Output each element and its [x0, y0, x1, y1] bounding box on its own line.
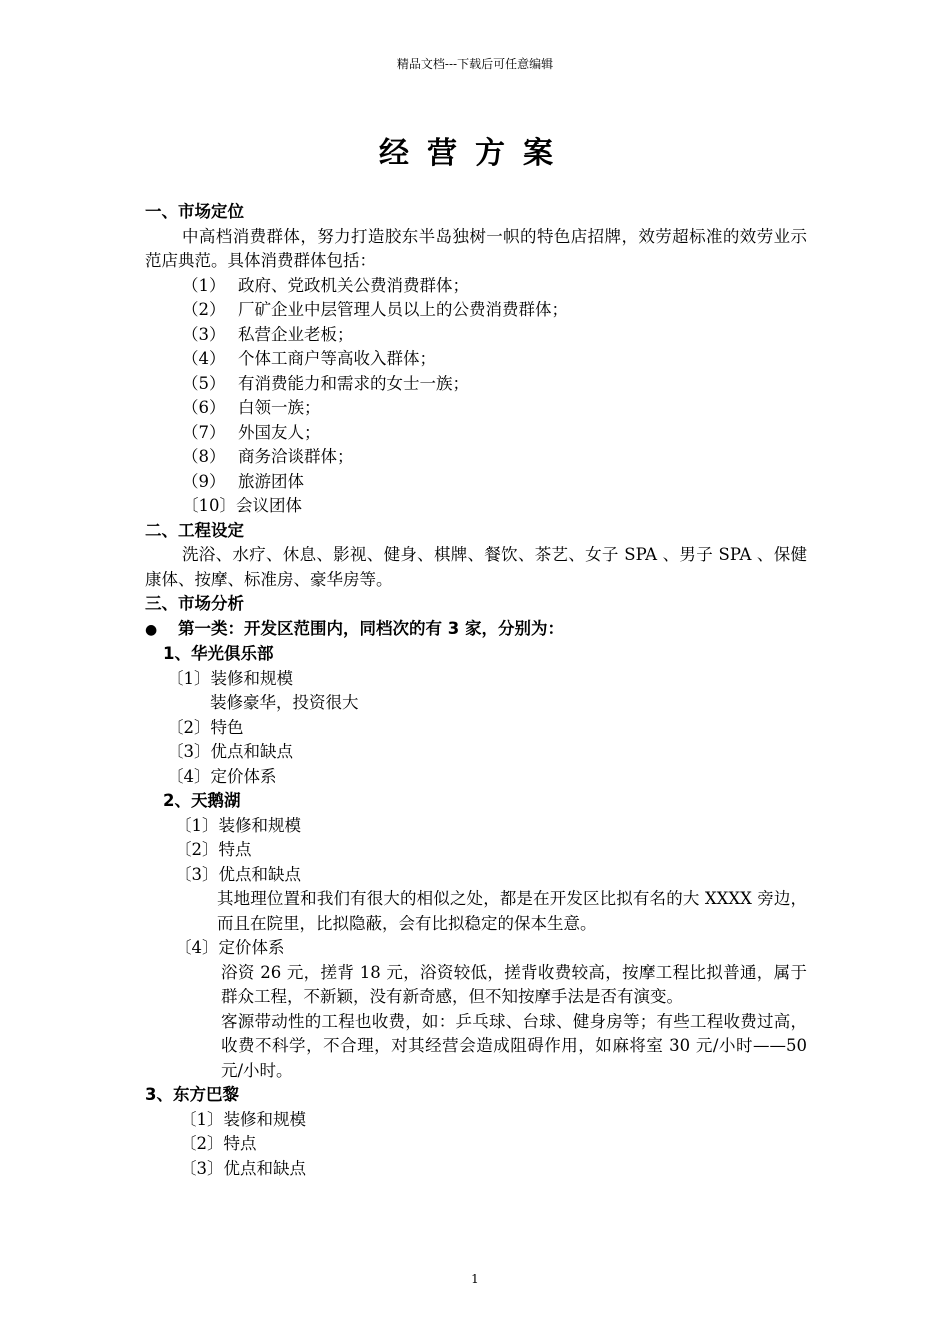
document-body	[145, 200, 807, 1181]
club3-item2: 〔2〕特点	[180, 1134, 257, 1153]
club2-name: 2、天鹅湖	[163, 791, 241, 810]
list-item-10: 〔10〕会议团体	[182, 496, 302, 515]
club2-item4-text1: 浴资 26 元，搓背 18 元，浴资较低，搓背收费较高，按摩工程比拟普通，属于群众工程，不新颖，没有新奇感，但不知按摩手法是否有演变。	[221, 962, 807, 1006]
bullet-paragraph: ● 第一类：开发区范围内，同档次的有 3 家，分别为：	[145, 617, 807, 643]
page-number: 1	[471, 1272, 479, 1286]
list-item: （1） 政府、党政机关公费消费群体；	[182, 275, 469, 295]
page-header: 精品文档---下载后可任意编辑	[396, 57, 554, 71]
club1-item2: 〔2〕特色	[167, 717, 244, 737]
club2-item4: 〔4〕定价体系	[175, 938, 285, 957]
club3-item3: 〔3〕优点和缺点	[180, 1158, 306, 1178]
club2-item2: 〔2〕特点	[175, 840, 252, 859]
customer-group-list	[145, 274, 807, 495]
list-item: （7） 外国友人；	[182, 422, 321, 442]
section2-heading: 二、工程设定	[145, 520, 244, 540]
section1-intro: 中高档消费群体，努力打造胶东半岛独树一帜的特色店招牌，效劳超标准的效劳业示范店典范。具体消费群体包括：	[145, 226, 807, 270]
bullet-icon: ●	[145, 621, 158, 638]
club1-item4: 〔4〕定价体系	[167, 766, 277, 786]
list-item: （6） 白领一族；	[182, 398, 321, 417]
club1-item3: 〔3〕优点和缺点	[167, 742, 293, 761]
list-item: （8） 商务洽谈群体；	[182, 447, 354, 466]
list-item: （3） 私营企业老板；	[182, 324, 354, 344]
list-item: （5） 有消费能力和需求的女士一族；	[182, 373, 469, 393]
club3-item1: 〔1〕装修和规模	[180, 1109, 306, 1129]
list-item: （4） 个体工商户等高收入群体；	[182, 349, 436, 368]
list-item: （2） 厂矿企业中层管理人员以上的公费消费群体；	[182, 300, 568, 319]
section1-heading: 一、市场定位	[145, 202, 244, 221]
club1-name: 1、华光俱乐部	[163, 644, 274, 663]
club2-item3-text: 其地理位置和我们有很大的相似之处，都是在开发区比拟有名的大 XXXX 旁边，而且在院里，比拟隐蔽，会有比拟稳定的保本生意。	[217, 889, 807, 933]
club2-item1: 〔1〕装修和规模	[175, 815, 301, 835]
club3-name: 3、东方巴黎	[145, 1085, 239, 1104]
club1-item1-text: 装修豪华，投资很大	[210, 693, 359, 712]
section2-text: 洗浴、水疗、休息、影视、健身、棋牌、餐饮、茶艺、女子 SPA 、男子 SPA 、保健康体、按摩、标准房、豪华房等。	[145, 545, 807, 589]
document-title: 经营方案	[379, 136, 571, 171]
section3-heading: 三、市场分析	[145, 594, 244, 613]
club2-item4-text2: 客源带动性的工程也收费，如：乒乓球、台球、健身房等；有些工程收费过高，收费不科学，不合理，对其经营会造成阻碍作用，如麻将室 30 元/小时——50 元/小时。	[221, 1011, 807, 1080]
club1-item1: 〔1〕装修和规模	[167, 668, 293, 688]
list-item: （9） 旅游团体	[182, 471, 304, 491]
club2-item3: 〔3〕优点和缺点	[175, 864, 301, 884]
